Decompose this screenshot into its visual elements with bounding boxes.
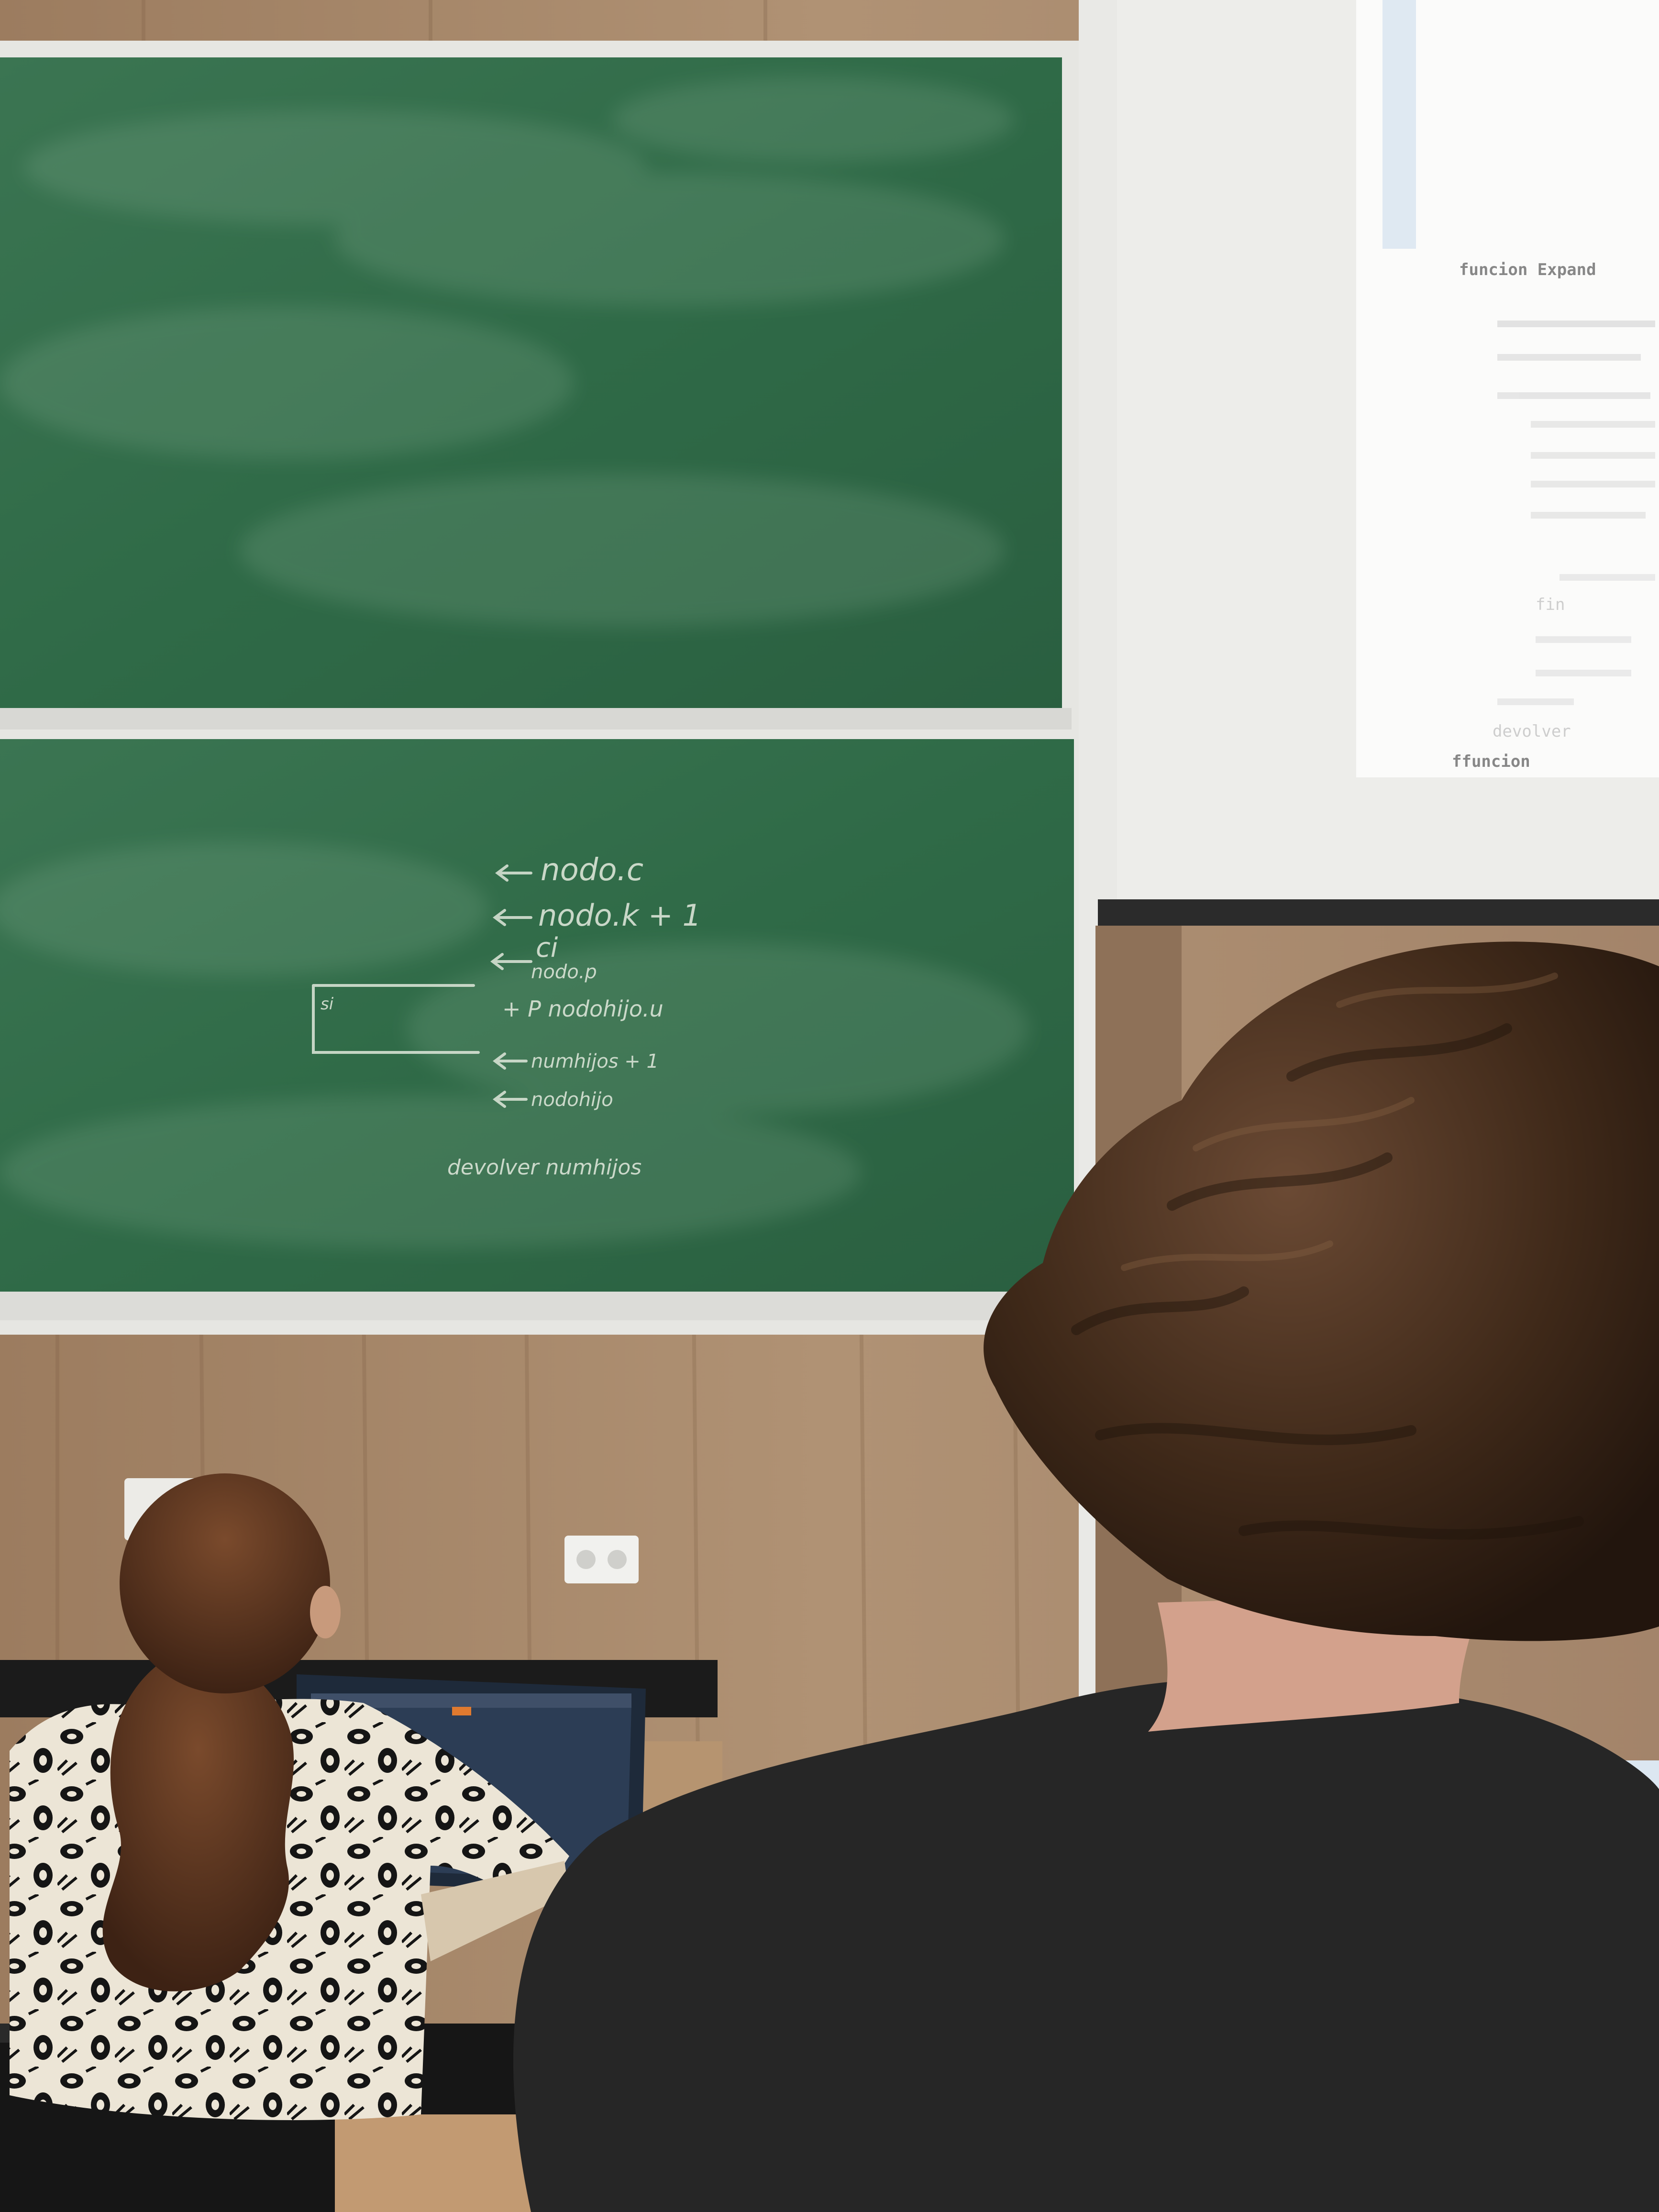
code-line-2: fin xyxy=(1536,595,1565,614)
chalk-box-label: si xyxy=(321,995,334,1014)
student-left-ear xyxy=(310,1586,341,1638)
slide-left-margin-strip xyxy=(1382,0,1416,249)
code-line-4: ffuncion xyxy=(1452,752,1530,771)
power-outlet xyxy=(564,1536,639,1583)
desk-wood-strip xyxy=(335,2114,536,2212)
code-line-3: devolver xyxy=(1493,722,1571,741)
projector-screen-bottom-bar xyxy=(1098,899,1659,926)
back-laptop-orange-tab xyxy=(452,1707,471,1715)
chalk-line-8: devolver numhijos xyxy=(447,1155,642,1180)
outlet-socket-left xyxy=(576,1550,596,1569)
chalk-line-3: ci xyxy=(536,932,558,963)
code-line-1: funcion Expand xyxy=(1459,260,1596,279)
outlet-socket-right xyxy=(608,1550,627,1569)
lower-board-chalk-tray xyxy=(0,1292,1029,1320)
student-left-ponytail xyxy=(103,1646,294,1991)
chalk-line-2: nodo.k + 1 xyxy=(538,898,701,933)
chalk-line-1: nodo.c xyxy=(541,852,644,888)
upper-board-chalk-tray xyxy=(0,708,1072,732)
chalk-line-6: numhijos + 1 xyxy=(531,1051,659,1073)
chalk-line-7: nodohijo xyxy=(531,1089,613,1111)
chalk-line-4: nodo.p xyxy=(531,961,597,983)
student-left-head xyxy=(120,1473,330,1693)
chalk-line-5: + P nodohijo.u xyxy=(502,996,664,1022)
